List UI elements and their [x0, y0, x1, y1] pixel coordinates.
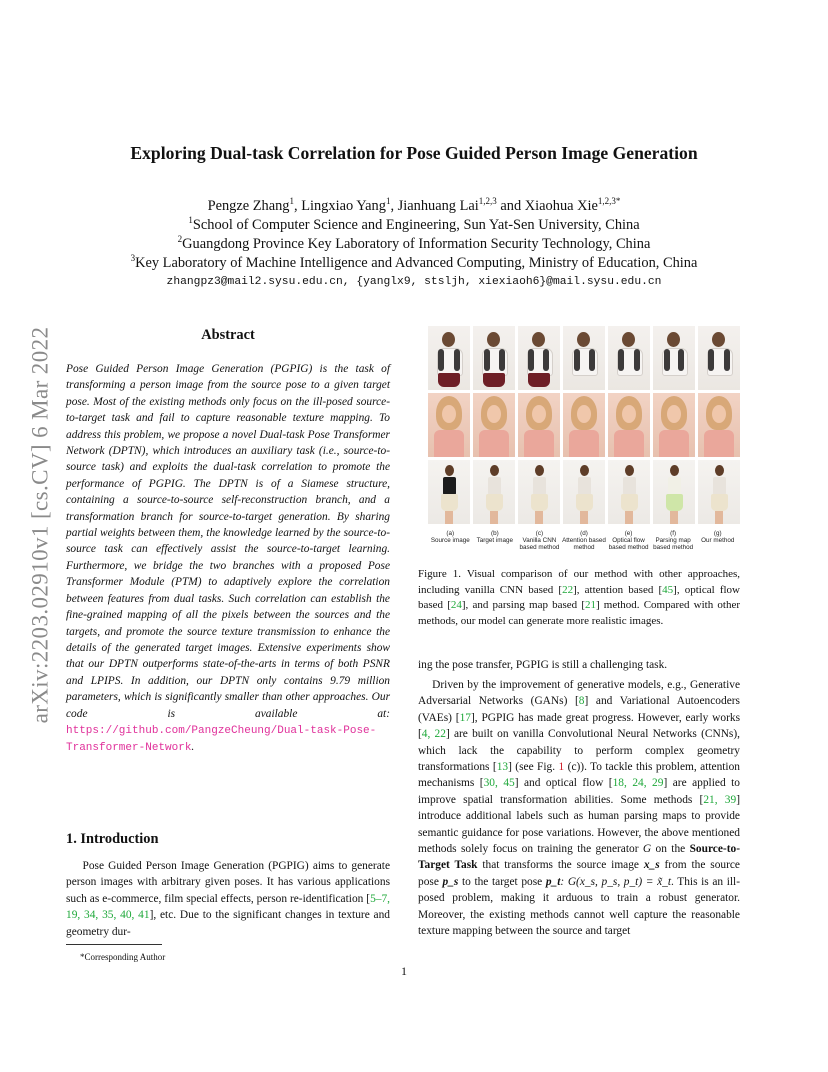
- citation-link[interactable]: 22: [562, 583, 574, 596]
- right-column-line: ing the pose transfer, PGPIG is still a challenging task.: [418, 659, 668, 671]
- figure-photo-cell: [428, 393, 470, 457]
- figure-1-caption: Figure 1. Visual comparison of our method with other approaches, including vanilla CNN based [22], attention based [45], optical flow based [24], and parsing map based [21] method. Compared with other methods, our model can generate more realistic images.: [418, 568, 740, 627]
- figure-photo-cell: [473, 460, 515, 524]
- citation-link[interactable]: 30, 45: [483, 777, 515, 790]
- citation-link[interactable]: 8: [578, 695, 585, 708]
- citation-link[interactable]: 18, 24, 29: [612, 777, 664, 790]
- figure-photo-cell: [653, 326, 695, 390]
- figure-photo-cell: [653, 393, 695, 457]
- figure-column-label: (f) Parsing map based method: [653, 530, 694, 552]
- figure-column-label: (g) Our method: [701, 530, 735, 545]
- author-list: Pengze Zhang$^1$, Lingxiao Yang$^1$, Jianhuang Lai$^{1,2,3}$ and Xiaohua Xie$^{1,2,3*}$: [207, 196, 621, 214]
- figure-photo-cell: [428, 326, 470, 390]
- figure-photo-cell: [563, 393, 605, 457]
- figure-column-label: (a) Source image: [430, 530, 470, 545]
- figure-photo-cell: [608, 326, 650, 390]
- citation-link[interactable]: 21: [584, 599, 596, 612]
- figure-1-labels: [428, 530, 740, 552]
- citation-link[interactable]: 24: [450, 599, 462, 612]
- figure-column-label: (b) Target image: [476, 530, 514, 545]
- figure-photo-cell: [563, 326, 605, 390]
- figure-column-label: (e) Optical flow based method: [608, 530, 649, 552]
- figure-photo-cell: [518, 460, 560, 524]
- figure-photo-cell: [698, 460, 740, 524]
- affiliation-1: $^1$School of Computer Science and Engineering, Sun Yat-Sen University, China: [188, 215, 640, 233]
- figure-photo-cell: [698, 393, 740, 457]
- citation-link[interactable]: 45: [662, 583, 674, 596]
- affiliation-3: $^3$Key Laboratory of Machine Intelligence and Advanced Computing, Ministry of Education, China: [130, 253, 698, 271]
- affiliation-2: $^2$Guangdong Province Key Laboratory of Information Security Technology, China: [177, 234, 651, 252]
- citation-link[interactable]: 17: [459, 711, 471, 724]
- figure-photo-cell: [653, 460, 695, 524]
- paper-title: Exploring Dual-task Correlation for Pose Guided Person Image Generation: [130, 143, 698, 163]
- section-heading-introduction: 1. Introduction: [66, 831, 159, 847]
- figure-photo-cell: [473, 326, 515, 390]
- figure-photo-cell: [608, 393, 650, 457]
- citation-link[interactable]: 13: [496, 761, 509, 774]
- footnote-rule: [66, 944, 162, 945]
- footnote: *Corresponding Author: [80, 952, 166, 962]
- figure-photo-cell: [518, 326, 560, 390]
- figure-photo-cell: [518, 393, 560, 457]
- figure-photo-cell: [608, 460, 650, 524]
- figure-column-label: (d) Attention based method: [562, 530, 606, 552]
- figure-column-label: (c) Vanilla CNN based method: [519, 530, 560, 552]
- arxiv-side-banner: arXiv:2203.02910v1 [cs.CV] 6 Mar 2022: [27, 326, 52, 724]
- figure-ref-link[interactable]: 1: [558, 761, 565, 774]
- citation-link[interactable]: 21, 39: [703, 793, 737, 806]
- figure-photo-cell: [698, 326, 740, 390]
- citation-link[interactable]: 4, 22: [421, 728, 446, 741]
- figure-1-image: [428, 326, 740, 526]
- figure-photo-cell: [428, 460, 470, 524]
- intro-paragraph-2: Driven by the improvement of generative models, e.g., Generative Adversarial Networks (GANs) [8] and Variational Autoencoders (VAEs) [17], PGPIG has made great progress. However, early works [4, 22] are built on vanilla Convolutional Neural Networks (CNNs), which lack the capability to perform complex geometry transformations [13] (see Fig. 1 (c)). To tackle this problem, attention mechanisms [30, 45] and optical flow [18, 24, 29] are applied to improve spatial transformation abilities. Some methods [21, 39] introduce additional labels such as human parsing maps to provide semantic guidance for pose variations. However, the above mentioned methods solely focus on training the generator G on the Source-to-Target Task that transforms the source image x_s from the source pose p_s to the target pose p_t: G(x_s, p_s, p_t) = x̃_t. This is an ill-posed problem, making it arduous to train a robust generator. Moreover, the existing methods cannot well capture the reasonable texture mapping between the source and target: [418, 679, 740, 938]
- author-emails: zhangpz3@mail2.sysu.edu.cn, {yanglx9, stsljh, xiexiaoh6}@mail.sysu.edu.cn: [166, 276, 662, 288]
- figure-photo-cell: [563, 460, 605, 524]
- figure-photo-cell: [473, 393, 515, 457]
- intro-paragraph: Pose Guided Person Image Generation (PGPIG) aims to generate person images with arbitrary given poses. It has various applications such as e-commerce, film special effects, person re-identification [5–7, 19, 34, 35, 40, 41], etc. Due to the significant changes in texture and geometry dur-: [66, 860, 390, 938]
- abstract-text: Pose Guided Person Image Generation (PGPIG) is the task of transforming a person image from the source pose to a given target pose. Most of the existing methods only focus on the ill-posed source-to-target task and fail to capture reasonable texture mapping. To address this problem, we propose a novel Dual-task Pose Transformer Network (DPTN), which introduces an auxiliary task (i.e., source-to-source task) and exploits the dual-task correlation to promote the performance of PGPIG. The DPTN is of a Siamese structure, containing a source-to-source self-reconstruction branch, and a transformation branch for source-to-target generation. By sharing partial weights between them, the knowledge learned by the source-to-source task can effectively assist the source-to-target learning. Furthermore, we bridge the two branches with a proposed Pose Transformer Module (PTM) to adaptively explore the correlation between features from dual tasks. Such correlation can establish the fine-grained mapping of all the pixels between the sources and the targets, and promote the source texture transmission to enhance the details of the generated target images. Extensive experiments show that our DPTN outperforms state-of-the-arts in terms of both PSNR and LPIPS. In addition, our DPTN only contains 9.79 million parameters, which is significantly smaller than other approaches. Our code is available at: https://github.com/PangzeCheung/Dual-task-Pose-Transformer-Network.: [66, 363, 390, 755]
- page-number: 1: [401, 964, 407, 978]
- abstract-heading: Abstract: [201, 327, 255, 343]
- citation-link[interactable]: 5–7, 19, 34, 35, 40, 41: [66, 892, 390, 922]
- code-link[interactable]: https://github.com/PangzeCheung/Dual-task-Pose-Transformer-Network: [66, 724, 377, 755]
